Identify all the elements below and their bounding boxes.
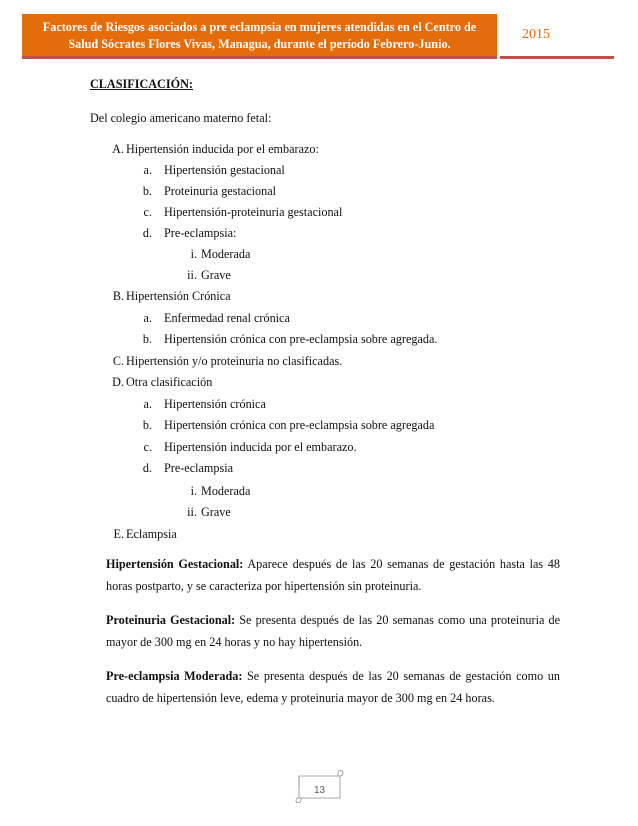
outline-text: Hipertensión inducida por el embarazo: — [126, 142, 319, 156]
page-footer — [293, 770, 346, 803]
outline-text: Pre-eclampsia — [164, 461, 234, 475]
section-heading: CLASIFICACIÓN: — [90, 77, 193, 91]
outline-text: Eclampsia — [126, 527, 177, 541]
outline-label: c. — [143, 440, 152, 454]
outline-text: Otra clasificación — [126, 375, 213, 389]
outline-label: d. — [142, 226, 152, 240]
outline-text: Enfermedad renal crónica — [164, 311, 290, 325]
outline-label: i. — [190, 247, 197, 261]
page-header — [22, 14, 614, 59]
outline-label: D. — [112, 375, 124, 389]
definition-term: Hipertensión Gestacional: — [106, 557, 244, 571]
outline-label: a. — [143, 311, 152, 325]
definition-proteinuria-gestacional — [106, 609, 560, 653]
outline-label: b. — [142, 184, 152, 198]
header-year: 2015 — [500, 14, 614, 59]
outline-label: a. — [143, 397, 152, 411]
header-title-line-1: Factores de Riesgos asociados a pre eclampsia en mujeres atendidas en el Centro de — [42, 20, 477, 34]
outline-label: b. — [142, 418, 152, 432]
outline-text: Hipertensión crónica con pre-eclampsia sobre agregada — [164, 418, 435, 432]
outline-label: b. — [142, 332, 152, 346]
definition-term: Proteinuria Gestacional: — [106, 613, 236, 627]
outline-label: c. — [143, 205, 152, 219]
header-title — [22, 14, 497, 59]
outline-label: E. — [113, 527, 124, 541]
outline-label: ii. — [187, 268, 197, 282]
outline-text: Hipertensión Crónica — [126, 289, 231, 303]
outline-text: Pre-eclampsia: — [164, 226, 237, 240]
outline-label: a. — [143, 163, 152, 177]
outline-text: Hipertensión gestacional — [164, 163, 285, 177]
definition-text: Se presenta después de las 20 semanas como una proteinuria de mayor de 300 mg en 24 horas y no hay hipertensión. — [106, 613, 560, 649]
outline-label: d. — [142, 461, 152, 475]
outline-text: Moderada — [201, 247, 251, 261]
outline-text: Grave — [201, 505, 231, 519]
outline-text: Proteinuria gestacional — [164, 184, 277, 198]
outline-text: Hipertensión-proteinuria gestacional — [164, 205, 343, 219]
outline-text: Hipertensión crónica — [164, 397, 266, 411]
outline-label: B. — [112, 289, 124, 303]
header-title-line-2: Salud Sócrates Flores Vivas, Managua, durante el período Febrero-Junio. — [68, 37, 451, 51]
page-number: 13 — [313, 785, 326, 796]
outline-label: ii. — [187, 505, 197, 519]
outline-label: C. — [112, 354, 124, 368]
definition-text: Aparece después de las 20 semanas de gestación hasta las 48 horas postparto, y se caracteriza por hipertensión sin proteinuria. — [106, 557, 560, 593]
outline-label: i. — [190, 484, 197, 498]
outline-text: Grave — [201, 268, 231, 282]
intro-text: Del colegio americano materno fetal: — [90, 111, 272, 125]
definition-hipertension-gestacional — [106, 553, 560, 597]
outline-text: Hipertensión crónica con pre-eclampsia sobre agregada. — [164, 332, 438, 346]
definition-preeclampsia-moderada — [106, 665, 560, 709]
outline-text: Moderada — [201, 484, 251, 498]
definition-text: Se presenta después de las 20 semanas de gestación como un cuadro de hipertensión leve, edema y proteinuria mayor de 300 mg en 24 horas. — [106, 669, 560, 705]
definition-term: Pre-eclampsia Moderada: — [106, 669, 243, 683]
outline-text: Hipertensión y/o proteinuria no clasificadas. — [126, 354, 343, 368]
outline-label: A. — [112, 142, 124, 156]
outline-text: Hipertensión inducida por el embarazo. — [164, 440, 357, 454]
